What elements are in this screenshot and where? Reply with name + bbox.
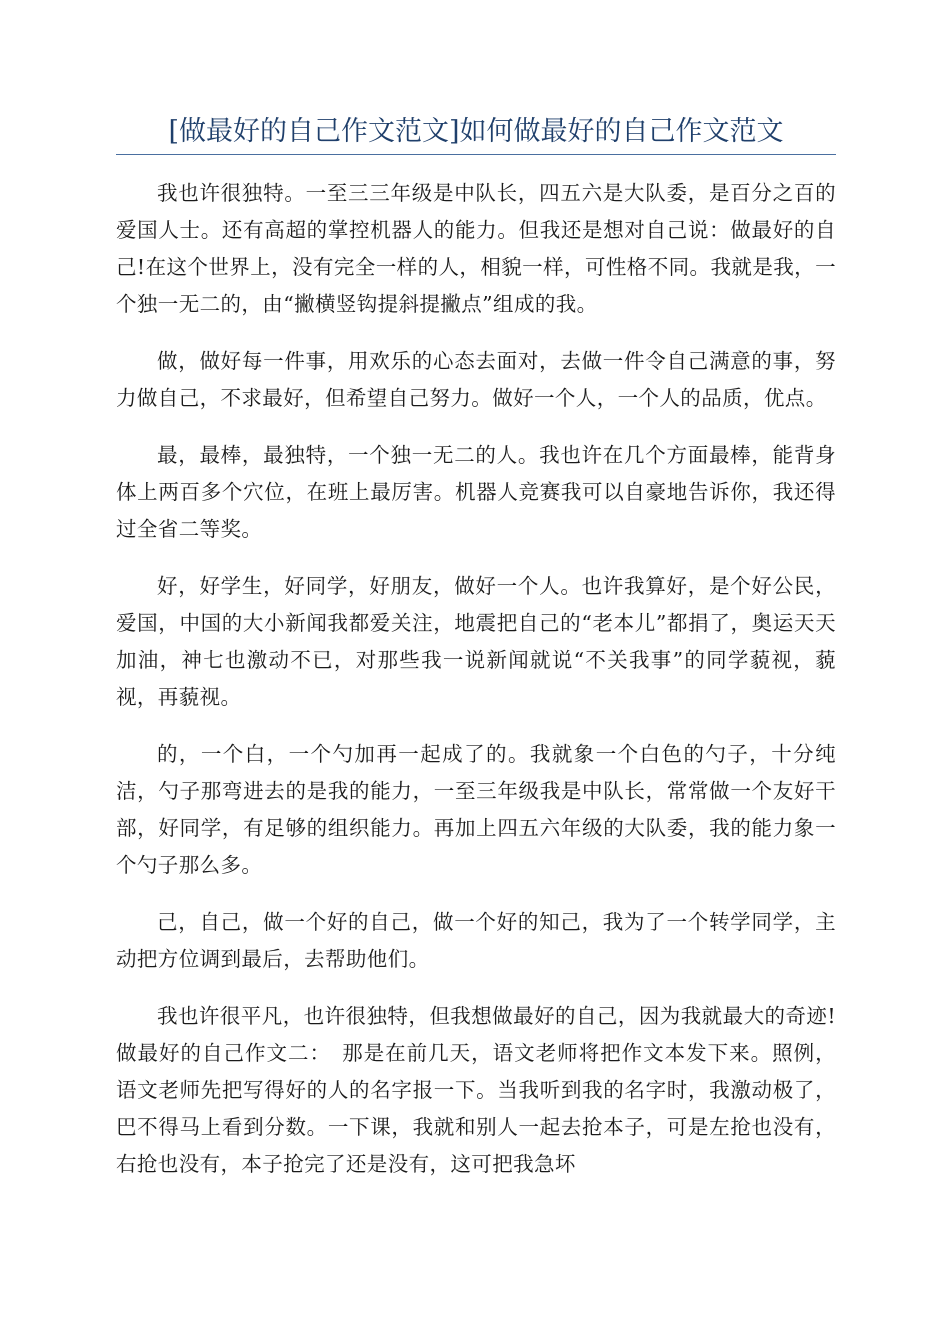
document-body xyxy=(116,175,836,1203)
paragraph-4: 好，好学生，好同学，好朋友，做好一个人。也许我算好，是个好公民，爱国，中国的大小新闻我都爱关注，地震把自己的“老本儿”都捐了，奥运天天加油，神七也激动不已，对那些我一说新闻就说“不关我事”的同学藐视，藐视，再藐视。 xyxy=(116,574,836,709)
paragraph-7: 我也许很平凡，也许很独特，但我想做最好的自己，因为我就最大的奇迹!做最好的自己作文二： 那是在前几天，语文老师将把作文本发下来。照例，语文老师先把写得好的人的名字报一下。当我听到我的名字时，我激动极了，巴不得马上看到分数。一下课，我就和别人一起去抢本子，可是左抢也没有，右抢也没有，本子抢完了还是没有，这可把我急坏 xyxy=(116,1004,836,1176)
paragraph-1: 我也许很独特。一至三三年级是中队长，四五六是大队委，是百分之百的爱国人士。还有高超的掌控机器人的能力。但我还是想对自己说：做最好的自己!在这个世界上，没有完全一样的人，相貌一样，可性格不同。我就是我，一个独一无二的，由“撇横竖钩提斜提撇点”组成的我。 xyxy=(116,181,836,316)
paragraph-2: 做，做好每一件事，用欢乐的心态去面对，去做一件令自己满意的事，努力做自己，不求最好，但希望自己努力。做好一个人，一个人的品质，优点。 xyxy=(116,349,836,410)
paragraph-6: 己，自己，做一个好的自己，做一个好的知己，我为了一个转学同学，主动把方位调到最后，去帮助他们。 xyxy=(116,910,836,971)
paragraph-3: 最，最棒，最独特，一个独一无二的人。我也许在几个方面最棒，能背身体上两百多个穴位，在班上最厉害。机器人竞赛我可以自豪地告诉你，我还得过全省二等奖。 xyxy=(116,443,836,541)
title-underline xyxy=(116,154,836,155)
paragraph-5: 的，一个白，一个勺加再一起成了的。我就象一个白色的勺子，十分纯洁，勺子那弯进去的是我的能力，一至三年级我是中队长，常常做一个友好干部，好同学，有足够的组织能力。再加上四五六年级的大队委，我的能力象一个勺子那么多。 xyxy=(116,742,836,877)
document-title: [做最好的自己作文范文]如何做最好的自己作文范文 xyxy=(168,116,784,147)
